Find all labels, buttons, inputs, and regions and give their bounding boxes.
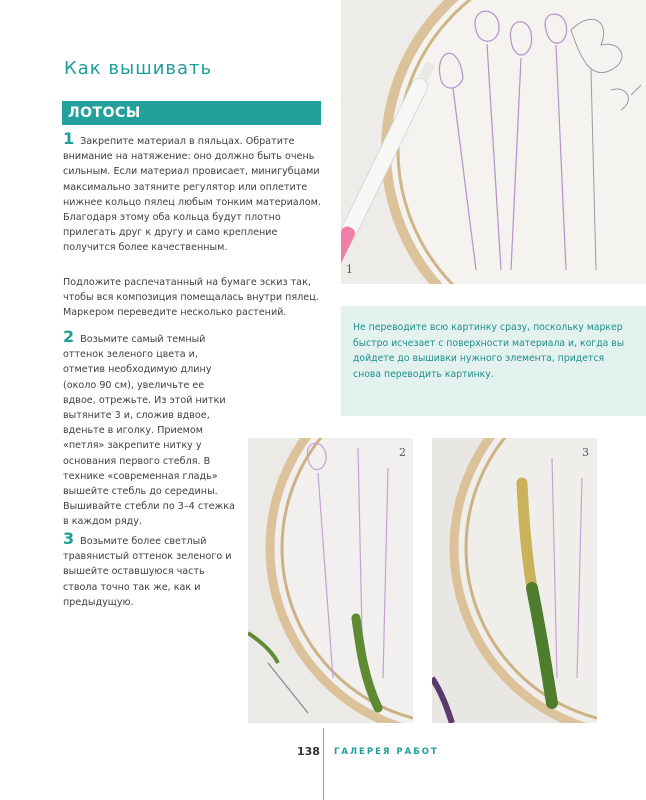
photo-1-label: 1 [346, 263, 353, 276]
step-2-number: 2 [63, 327, 75, 346]
section-header: ЛОТОСЫ [62, 101, 321, 125]
step-2-text: Возьмите самый темный оттенок зеленого цвета и, отметив необходимую длину (около 90 см), увеличьте ее вдвое, отрежьте. Из этой нитки вытяните 3 и, сложив вдвое, вденьте в иголку. Приемом «петля» закрепите нитку у основания первого стебля. В технике «современная гладь» вышейте стебль до середины. Вышивайте стебли по 3–4 стежка в каждом ряду. [63, 334, 235, 528]
photo-2-label: 2 [399, 446, 406, 459]
page-title: Как вышивать [64, 58, 213, 79]
photo-3-label: 3 [582, 446, 589, 459]
photo-first-stitches [248, 438, 413, 723]
tip-text: Не переводите всю картинку сразу, поскольку маркер быстро исчезает с поверхности материала и, когда вы дойдете до вышивки нужного элемента, придется снова переводить картинку. [353, 322, 625, 380]
step-3-number: 3 [63, 529, 75, 548]
step-1-number: 1 [63, 129, 75, 148]
photo-stem-stitched [432, 438, 597, 723]
footer-divider [323, 728, 324, 800]
step-1-text: Закрепите материал в пяльцах. Обратите внимание на натяжение: оно должно быть очень сильным. Если материал провисает, минигубцами максимально затяните регулятор или оплетите нижнее кольцо пялец любым тонким материалом. Благодаря этому оба кольца будут плотно прилегать друг к другу и само крепление получится более качественным. [63, 136, 321, 254]
footer-section-label: ГАЛЕРЕЯ РАБОТ [334, 747, 439, 757]
step-1-extra: Подложите распечатанный на бумаге эскиз так, чтобы вся композиция помещалась внутри пялец. Маркером переведите несколько растений. [63, 277, 319, 319]
photo-hoop-tracing [341, 0, 646, 284]
step-3-text: Возьмите более светлый травянистый оттенок зеленого и вышейте оставшуюся часть ствола точно так же, как и предыдущую. [63, 536, 232, 608]
step-3 [63, 529, 235, 610]
page-number: 138 [297, 745, 320, 758]
step-1 [63, 129, 325, 256]
tip-box [341, 306, 646, 416]
step-2 [63, 327, 235, 530]
